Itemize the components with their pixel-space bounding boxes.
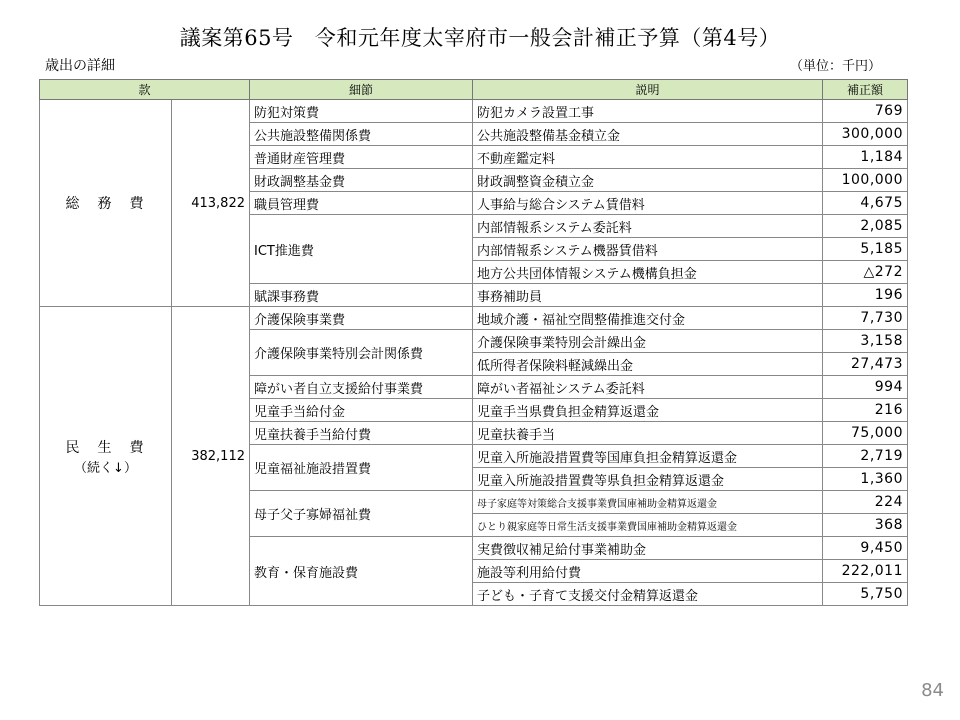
amount-cell: 300,000 (823, 123, 908, 146)
setsumei-cell: 母子家庭等対策総合支援事業費国庫補助金精算返還金 (473, 491, 823, 514)
setsumei-cell: ひとり親家庭等日常生活支援事業費国庫補助金精算返還金 (473, 514, 823, 537)
saisetsu-cell: 財政調整基金費 (250, 169, 473, 192)
saisetsu-cell: 児童扶養手当給付費 (250, 422, 473, 445)
setsumei-cell: 子ども・子育て支援交付金精算返還金 (473, 583, 823, 606)
amount-cell: 100,000 (823, 169, 908, 192)
kan-cell (40, 307, 172, 606)
setsumei-cell: 地方公共団体情報システム機構負担金 (473, 261, 823, 284)
setsumei-cell: 実費徴収補足給付事業補助金 (473, 537, 823, 560)
page-title: 議案第65号 令和元年度太宰府市一般会計補正予算（第4号） (179, 26, 781, 50)
setsumei-cell: 事務補助員 (473, 284, 823, 307)
amount-cell: 224 (823, 491, 908, 514)
setsumei-cell: 低所得者保険料軽減繰出金 (473, 353, 823, 376)
saisetsu-cell: 障がい者自立支援給付事業費 (250, 376, 473, 399)
setsumei-cell: 介護保険事業特別会計繰出金 (473, 330, 823, 353)
kan-total: 413,822 (172, 100, 250, 307)
setsumei-cell: 財政調整資金積立金 (473, 169, 823, 192)
amount-cell: 994 (823, 376, 908, 399)
header-kan: 款 (40, 80, 250, 100)
setsumei-cell: 児童入所施設措置費等国庫負担金精算返還金 (473, 445, 823, 468)
amount-cell: 196 (823, 284, 908, 307)
amount-cell: 75,000 (823, 422, 908, 445)
amount-cell: 3,158 (823, 330, 908, 353)
budget-table (39, 79, 908, 606)
kan-name: 総 務 費 (40, 100, 172, 307)
kan-name: 民 生 費 (65, 439, 146, 456)
saisetsu-cell: 児童福祉施設措置費 (250, 445, 473, 491)
amount-cell: 769 (823, 100, 908, 123)
setsumei-cell: 人事給与総合システム賃借料 (473, 192, 823, 215)
amount-cell: 368 (823, 514, 908, 537)
table-row (40, 307, 908, 330)
page-number: 84 (921, 680, 944, 701)
saisetsu-cell: 防犯対策費 (250, 100, 473, 123)
setsumei-cell: 児童手当県費負担金精算返還金 (473, 399, 823, 422)
amount-cell: 216 (823, 399, 908, 422)
setsumei-cell: 不動産鑑定料 (473, 146, 823, 169)
amount-cell: 2,085 (823, 215, 908, 238)
setsumei-cell: 児童扶養手当 (473, 422, 823, 445)
saisetsu-cell: 介護保険事業費 (250, 307, 473, 330)
section-heading: 歳出の詳細 (45, 58, 115, 74)
setsumei-cell: 内部情報系システム機器賃借料 (473, 238, 823, 261)
table-row (40, 100, 908, 123)
setsumei-cell: 内部情報系システム委託料 (473, 215, 823, 238)
amount-cell: 4,675 (823, 192, 908, 215)
continued-note: （続く↓） (74, 460, 137, 476)
amount-cell: 7,730 (823, 307, 908, 330)
setsumei-cell: 公共施設整備基金積立金 (473, 123, 823, 146)
saisetsu-cell: 賦課事務費 (250, 284, 473, 307)
amount-cell: 5,750 (823, 583, 908, 606)
table-header-row (40, 80, 908, 100)
unit-label: （単位：千円） (790, 59, 882, 74)
amount-cell: 1,184 (823, 146, 908, 169)
saisetsu-cell: 母子父子寡婦福祉費 (250, 491, 473, 537)
setsumei-cell: 地域介護・福祉空間整備推進交付金 (473, 307, 823, 330)
header-setsumei: 説明 (473, 80, 823, 100)
kan-total: 382,112 (172, 307, 250, 606)
saisetsu-cell: 公共施設整備関係費 (250, 123, 473, 146)
amount-cell: 5,185 (823, 238, 908, 261)
header-amount: 補正額 (823, 80, 908, 100)
saisetsu-cell: ICT推進費 (250, 215, 473, 284)
saisetsu-cell: 教育・保育施設費 (250, 537, 473, 606)
saisetsu-cell: 児童手当給付金 (250, 399, 473, 422)
saisetsu-cell: 介護保険事業特別会計関係費 (250, 330, 473, 376)
saisetsu-cell: 職員管理費 (250, 192, 473, 215)
saisetsu-cell: 普通財産管理費 (250, 146, 473, 169)
amount-cell: 27,473 (823, 353, 908, 376)
amount-cell: 9,450 (823, 537, 908, 560)
amount-cell: 222,011 (823, 560, 908, 583)
setsumei-cell: 障がい者福祉システム委託料 (473, 376, 823, 399)
amount-cell: 1,360 (823, 468, 908, 491)
amount-cell: △272 (823, 261, 908, 284)
setsumei-cell: 児童入所施設措置費等県負担金精算返還金 (473, 468, 823, 491)
amount-cell: 2,719 (823, 445, 908, 468)
setsumei-cell: 施設等利用給付費 (473, 560, 823, 583)
header-saisetsu: 細節 (250, 80, 473, 100)
setsumei-cell: 防犯カメラ設置工事 (473, 100, 823, 123)
